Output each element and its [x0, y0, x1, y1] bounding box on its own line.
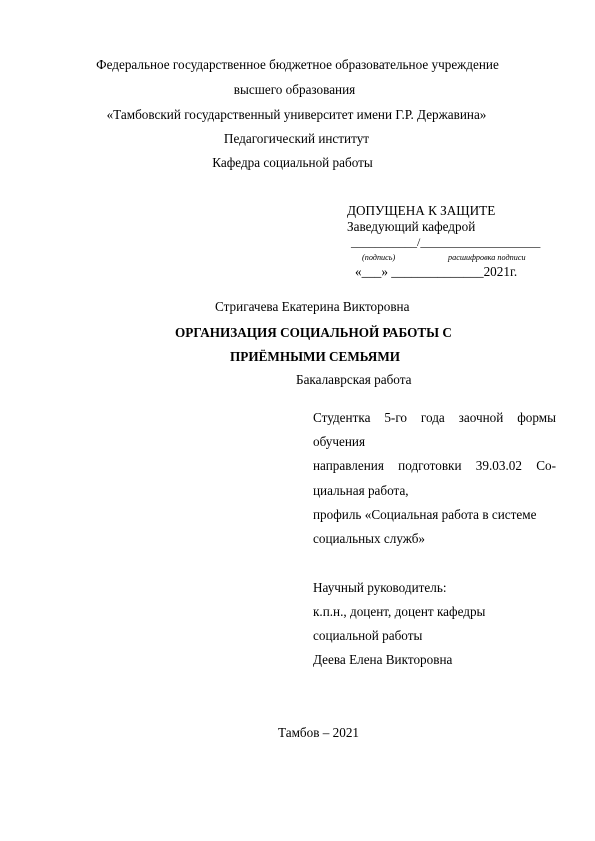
- city-year: Тамбов – 2021: [278, 725, 360, 740]
- student-info-word: направления: [313, 458, 384, 473]
- student-info-word: заочной: [458, 410, 504, 425]
- institute-name: Педагогический институт: [223, 131, 370, 146]
- student-info-line-2: обучения: [313, 434, 366, 449]
- student-info-word: года: [420, 410, 445, 425]
- approval-title: ДОПУЩЕНА К ЗАЩИТЕ: [347, 203, 496, 218]
- thesis-title-line-1: ОРГАНИЗАЦИЯ СОЦИАЛЬНОЙ РАБОТЫ С: [175, 325, 452, 340]
- student-info-word: формы: [517, 410, 556, 425]
- supervisor-department: социальной работы: [313, 628, 423, 643]
- supervisor-label: Научный руководитель:: [313, 580, 447, 595]
- student-info-word: Студентка: [313, 410, 371, 425]
- student-info-word: Со-: [536, 458, 556, 473]
- caption-signature: (подпись): [362, 253, 396, 262]
- work-type: Бакалаврская работа: [296, 372, 412, 387]
- author-name: Стригачева Екатерина Викторовна: [215, 299, 410, 314]
- supervisor-degree: к.п.н., доцент, доцент кафедры: [313, 604, 486, 619]
- caption-decoding: расшифровка подписи: [448, 253, 526, 262]
- student-info-line-3: [313, 458, 556, 474]
- student-info-line-6: социальных служб»: [313, 531, 426, 546]
- student-info-word: подготовки: [398, 458, 462, 473]
- university-name: «Тамбовский государственный университет имени Г.Р. Державина»: [106, 107, 487, 122]
- student-info-word: 5-го: [384, 410, 407, 425]
- signature-line: ___________/____________________: [351, 235, 541, 249]
- org-line-2: высшего образования: [233, 82, 356, 97]
- org-line-1: Федеральное государственное бюджетное образовательное учреждение: [96, 57, 499, 72]
- approval-role: Заведующий кафедрой: [347, 219, 476, 234]
- student-info-line-4: циальная работа,: [313, 483, 409, 498]
- supervisor-name: Деева Елена Викторовна: [313, 652, 453, 667]
- approval-date-line: «___» ______________2021г.: [355, 264, 518, 279]
- student-info-line-1: [313, 410, 556, 426]
- department-name: Кафедра социальной работы: [212, 155, 373, 170]
- thesis-title-line-2: ПРИЁМНЫМИ СЕМЬЯМИ: [230, 349, 401, 364]
- student-info-word: 39.03.02: [475, 458, 522, 473]
- student-info-line-5: профиль «Социальная работа в системе: [313, 507, 537, 522]
